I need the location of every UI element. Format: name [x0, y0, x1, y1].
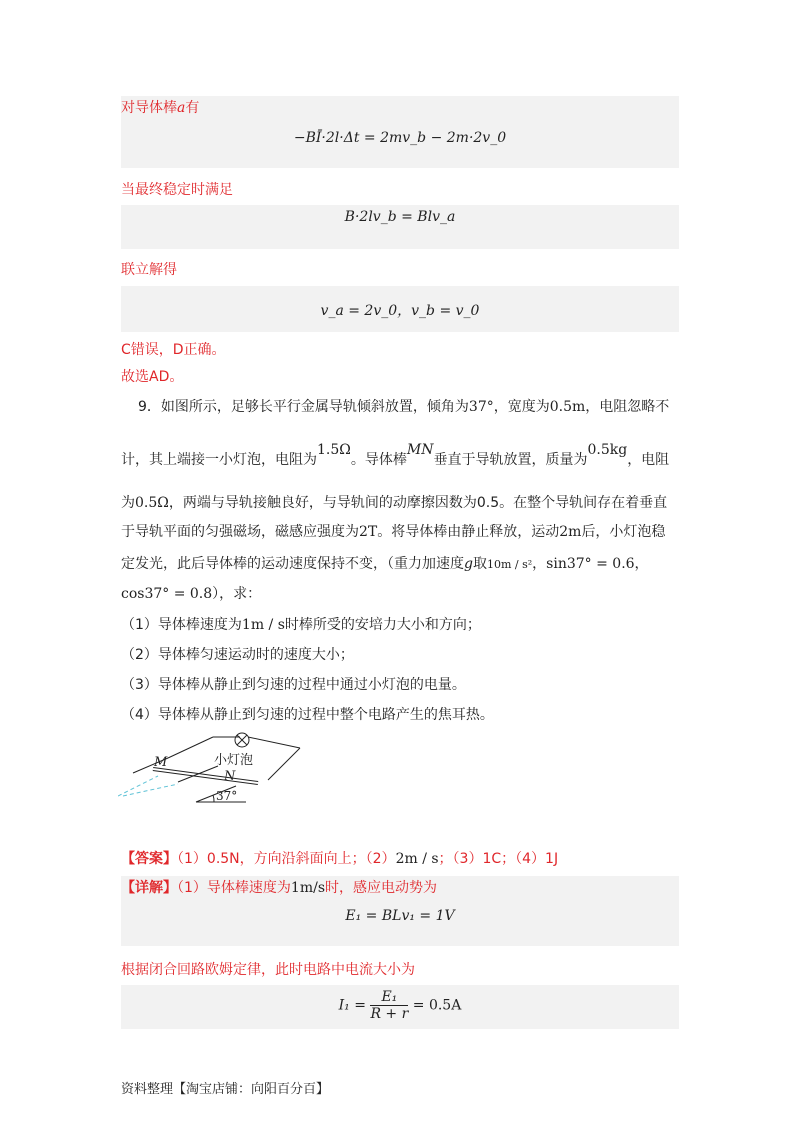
g-symbol: g: [464, 556, 473, 572]
equation-box-3: [121, 286, 679, 332]
problem-line-1: [138, 397, 669, 417]
text-choice: 故选AD。: [121, 369, 184, 385]
equation-box-current: [121, 985, 679, 1029]
field-value: 2T: [359, 524, 378, 540]
text-rod-a-label: [121, 98, 199, 118]
detail-d1a: （1）导体棒速度为: [177, 880, 291, 896]
q1a: （1）导体棒速度为: [121, 617, 242, 633]
detail-speed: 1m/s: [290, 880, 326, 896]
p6b: ），求：: [212, 586, 262, 602]
answer-tag: 【答案】: [121, 851, 177, 867]
problem-line-2: [121, 442, 670, 470]
text-steady-state: 当最终稳定时满足: [121, 182, 233, 198]
equation-current: [121, 989, 679, 1022]
p1c: ，电阻忽略不: [585, 399, 670, 415]
distance-value: 2m: [559, 524, 582, 540]
g-value: 10m / s²: [486, 558, 533, 571]
p3b: ，两端与导轨接触良好，与导轨间的动摩擦因数为0.5。在整个导轨间存在着垂直: [168, 495, 668, 511]
problem-line-6: [121, 584, 261, 604]
p2a: 计，其上端接一小灯泡，电阻为: [121, 452, 317, 468]
p2c: 垂直于导轨放置，质量为: [433, 452, 588, 468]
rod-resistance: 0.5Ω: [135, 495, 169, 511]
p3a: 为: [121, 495, 135, 511]
equation-box-1: [121, 96, 679, 168]
p5b: 取: [472, 556, 487, 572]
current-lhs: I₁ =: [338, 997, 366, 1014]
p1a: 9．如图所示，足够长平行金属导轨倾斜放置，倾角为: [138, 399, 469, 415]
mass-value: 0.5kg: [587, 442, 628, 458]
angle-arc: [213, 795, 214, 802]
p5c: ，: [532, 556, 547, 572]
p4a: 于导轨平面的匀强磁场，磁感应强度为: [121, 524, 359, 540]
answer-line: [121, 849, 558, 869]
bulb-resistance: 1.5Ω: [317, 442, 351, 458]
equation-solution: v_a = 2v_0，v_b = v_0: [320, 303, 480, 319]
equation-steady: B·2lv_b = Blv_a: [344, 209, 456, 225]
detail-d1b: 时，感应电动势为: [325, 880, 438, 896]
p5a: 定发光，此后导体棒的运动速度保持不变，（重力加速度: [121, 556, 464, 572]
incline-figure: [118, 728, 308, 818]
current-fraction: [370, 989, 408, 1022]
sin-value: sin37° = 0.6: [546, 556, 635, 572]
equation-emf: E₁ = BLv₁ = 1V: [345, 908, 455, 924]
current-rhs: = 0.5A: [412, 997, 462, 1014]
rail-right: [268, 748, 300, 780]
p2d: ，电阻: [627, 452, 670, 468]
rail-top-right: [248, 737, 300, 748]
problem-line-3: [121, 493, 667, 513]
q1-speed: 1m / s: [241, 617, 285, 633]
answer-part-1: （1）0.5N，方向沿斜面向上；（2）: [177, 851, 396, 867]
problem-line-4: [121, 522, 665, 542]
detail-line-1: [121, 878, 437, 898]
rod-mn: MN: [406, 442, 434, 458]
question-3: （3）导体棒从静止到匀速的过程中通过小灯泡的电量。: [121, 677, 466, 693]
equation-box-2: [121, 205, 679, 249]
fraction-denominator: R + r: [370, 1006, 409, 1022]
fraction-numerator: E₁: [370, 989, 408, 1006]
dashed-line-2: [123, 784, 178, 796]
label-angle: 37°: [216, 789, 238, 803]
cos-value: cos37° = 0.8: [121, 586, 213, 602]
p4b: 。将导体棒由静止释放，运动: [377, 524, 560, 540]
label-m: M: [154, 755, 168, 770]
detail-tag: 【详解】: [121, 880, 177, 896]
label-tail: 有: [185, 100, 200, 116]
detail-ohm-law: 根据闭合回路欧姆定律，此时电路中电流大小为: [121, 962, 415, 978]
question-1: [121, 615, 481, 635]
angle-value: 37°: [468, 399, 494, 415]
var-a: a: [177, 100, 186, 116]
text-solve: 联立解得: [121, 262, 177, 278]
question-4: （4）导体棒从静止到匀速的过程中整个电路产生的焦耳热。: [121, 707, 494, 723]
p5d: ，: [634, 556, 649, 572]
problem-line-5: [121, 554, 649, 575]
answer-speed: 2m / s: [395, 851, 439, 867]
p4c: 后，小灯泡稳: [581, 524, 666, 540]
rail-top-left: [168, 737, 213, 758]
width-value: 0.5m: [549, 399, 586, 415]
equation-momentum: −BĪ·2l·Δt = 2mv_b − 2m·2v_0: [293, 130, 507, 146]
question-2: （2）导体棒匀速运动时的速度大小；: [121, 647, 354, 663]
label-n: N: [224, 769, 236, 784]
footer-source: 资料整理【淘宝店铺：向阳百分百】: [121, 1082, 330, 1097]
p2b: 。导体棒: [350, 452, 407, 468]
label-bulb: 小灯泡: [214, 753, 254, 768]
q1b: 时棒所受的安培力大小和方向；: [284, 617, 481, 633]
answer-part-3: ；（3）1C；（4）1J: [438, 851, 559, 867]
p1b: ，宽度为: [493, 399, 550, 415]
label-text: 对导体棒: [121, 100, 177, 116]
text-cd-judgement: C错误，D正确。: [121, 342, 226, 358]
